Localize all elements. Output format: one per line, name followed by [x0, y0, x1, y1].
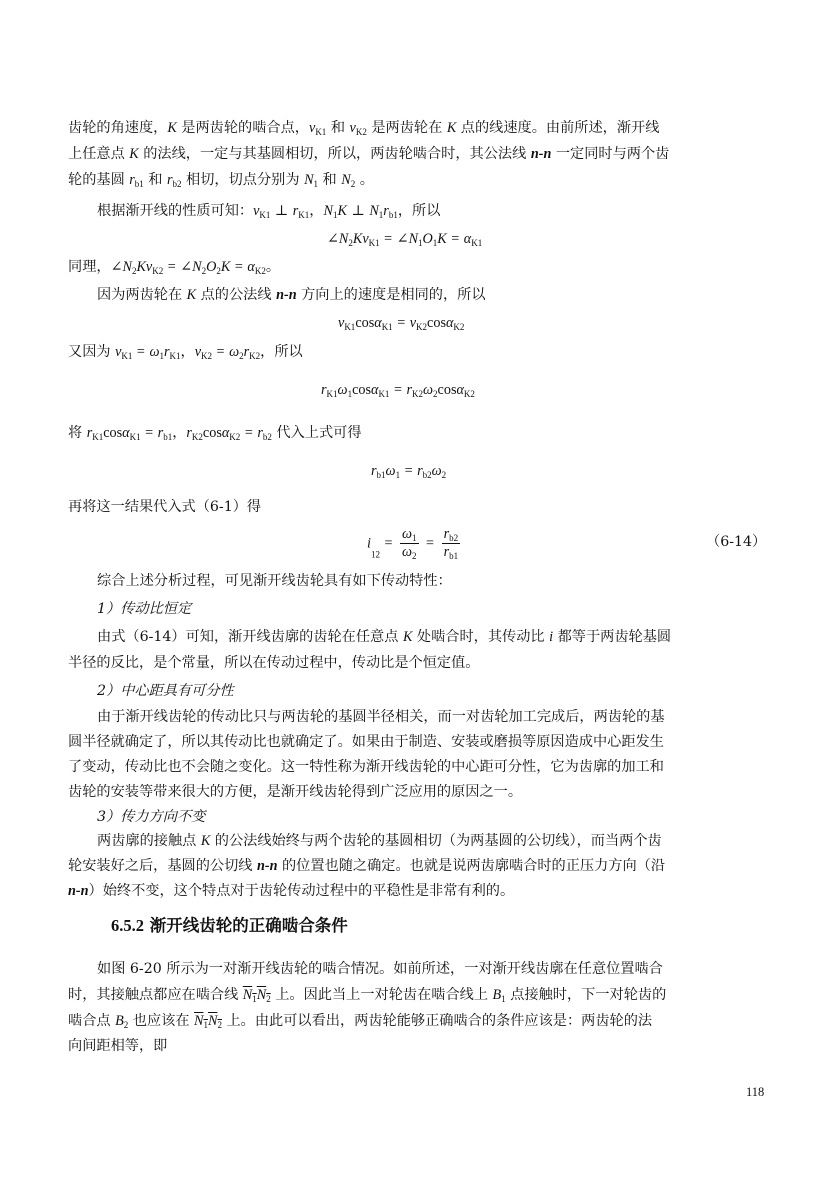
- text-line: 半径的反比，是个常量，所以在传动过程中，传动比是个恒定值。: [68, 655, 480, 671]
- list-heading: 2）中心距具有可分性: [97, 683, 234, 699]
- text-line: 因为两齿轮在 K 点的公法线 n-n 方向上的速度是相同的，所以: [97, 287, 486, 303]
- text-line: 齿轮的安装等带来很大的方便，是渐开线齿轮得到广泛应用的原因之一。: [68, 784, 523, 800]
- list-heading: 3）传力方向不变: [97, 809, 206, 825]
- equation: $v_{K1}\cos\alpha_{K1} = v_{K2}\cos\alpha_{K2}$: [338, 315, 465, 332]
- equation-tag: （6-14）: [706, 534, 767, 550]
- text-line: 如图 6-20 所示为一对渐开线齿轮的啮合情况。如前所述，一对渐开线齿廓在任意位置啮合: [97, 961, 663, 977]
- text-line: 由于渐开线齿轮的传动比只与两齿轮的基圆半径相关，而一对齿轮加工完成后，两齿轮的基: [97, 709, 665, 725]
- text-line: 了变动，传动比也不会随之变化。这一特性称为渐开线齿轮的中心距可分性，它为齿廓的加工和: [68, 759, 664, 775]
- text-line: 轮安装好之后，基圆的公切线 n-n 的位置也随之确定。也就是说两齿廓啮合时的正压力方向（沿: [68, 858, 666, 874]
- section-title: 渐开线齿轮的正确啮合条件: [149, 916, 348, 935]
- equation: $r_{b1}\omega_1 = r_{b2}\omega_2$: [371, 463, 447, 480]
- list-heading: 1）传动比恒定: [97, 601, 192, 617]
- text-line: 同理，$\angle N_2Kv_{K2}$ = $\angle N_2O_2K = \alpha_{K2}$。: [68, 259, 281, 276]
- section-number: 6.5.2: [111, 916, 144, 935]
- equation: $r_{K1}\omega_1\cos\alpha_{K1} = r_{K2}\omega_2\cos\alpha_{K2}$: [321, 382, 475, 399]
- fraction: $\frac{r_{b2}}{r_{b1}}$: [443, 526, 459, 561]
- text-line: 将 $r_{K1}\cos\alpha_{K1} = r_{b1}$，$r_{K2}\cos\alpha_{K2} = r_{b2}$ 代入上式可得: [68, 425, 362, 442]
- equation: $\angle N_2Kv_{K1}$ = $\angle N_1O_1K = \alpha_{K1}$: [327, 231, 483, 248]
- text-line: 上任意点 K 的法线，一定与其基圆相切，所以，两齿轮啮合时，其公法线 n-n 一定同时与两个齿: [68, 146, 670, 162]
- text-line: 由式（6-14）可知，渐开线齿廓的齿轮在任意点 K 处啮合时，其传动比 i 都等于两齿轮基圆: [97, 629, 672, 645]
- text-line: 轮的基圆 $r_{b1}$ 和 $r_{b2}$ 相切，切点分别为 $N_1$ 和 $N_2$ 。: [68, 172, 374, 189]
- text-line: n-n）始终不变，这个特点对于齿轮传动过程中的平稳性是非常有利的。: [68, 883, 515, 899]
- page-number: 118: [746, 1085, 765, 1099]
- text-line: 再将这一结果代入式（6-1）得: [68, 499, 262, 515]
- equation: $i_{12}$ = $\frac{\omega_1}{\omega_2}$ = $\frac{r_{b2}}{r_{b1}}$: [367, 526, 459, 561]
- text-line: 综合上述分析过程，可见渐开线齿轮具有如下传动特性：: [97, 573, 452, 589]
- text-line: 齿轮的角速度，K 是两齿轮的啮合点，$v_{K1}$ 和 $v_{K2}$ 是两齿轮在 K 点的线速度。由前所述，渐开线: [68, 120, 660, 137]
- text-line: 根据渐开线的性质可知：$v_{K1}$ ⊥ $r_{K1}$，$N_1K$ ⊥ $N_1r_{b1}$，所以: [97, 203, 441, 220]
- text-line: 两齿廓的接触点 K 的公法线始终与两个齿轮的基圆相切（为两基圆的公切线），而当两个齿: [97, 833, 662, 849]
- text-line: 向间距相等，即: [68, 1038, 168, 1054]
- text-line: 时，其接触点都应在啮合线 $N_1N_2$ 上。因此当上一对轮齿在啮合线上 $B_1$ 点接触时，下一对轮齿的: [68, 987, 667, 1004]
- text-line: 啮合点 $B_2$ 也应该在 $N_1N_2$ 上。由此可以看出，两齿轮能够正确啮合的条件应该是：两齿轮的法: [68, 1013, 653, 1030]
- fraction: $\frac{\omega_1}{\omega_2}$: [402, 526, 417, 561]
- section-heading: [111, 912, 348, 936]
- text-line: 圆半径就确定了，所以其传动比也就确定了。如果由于制造、安装或磨损等原因造成中心距发生: [68, 734, 664, 750]
- text-line: 又因为 $v_{K1} = \omega_1r_{K1}$，$v_{K2} = \omega_2r_{K2}$，所以: [68, 344, 303, 361]
